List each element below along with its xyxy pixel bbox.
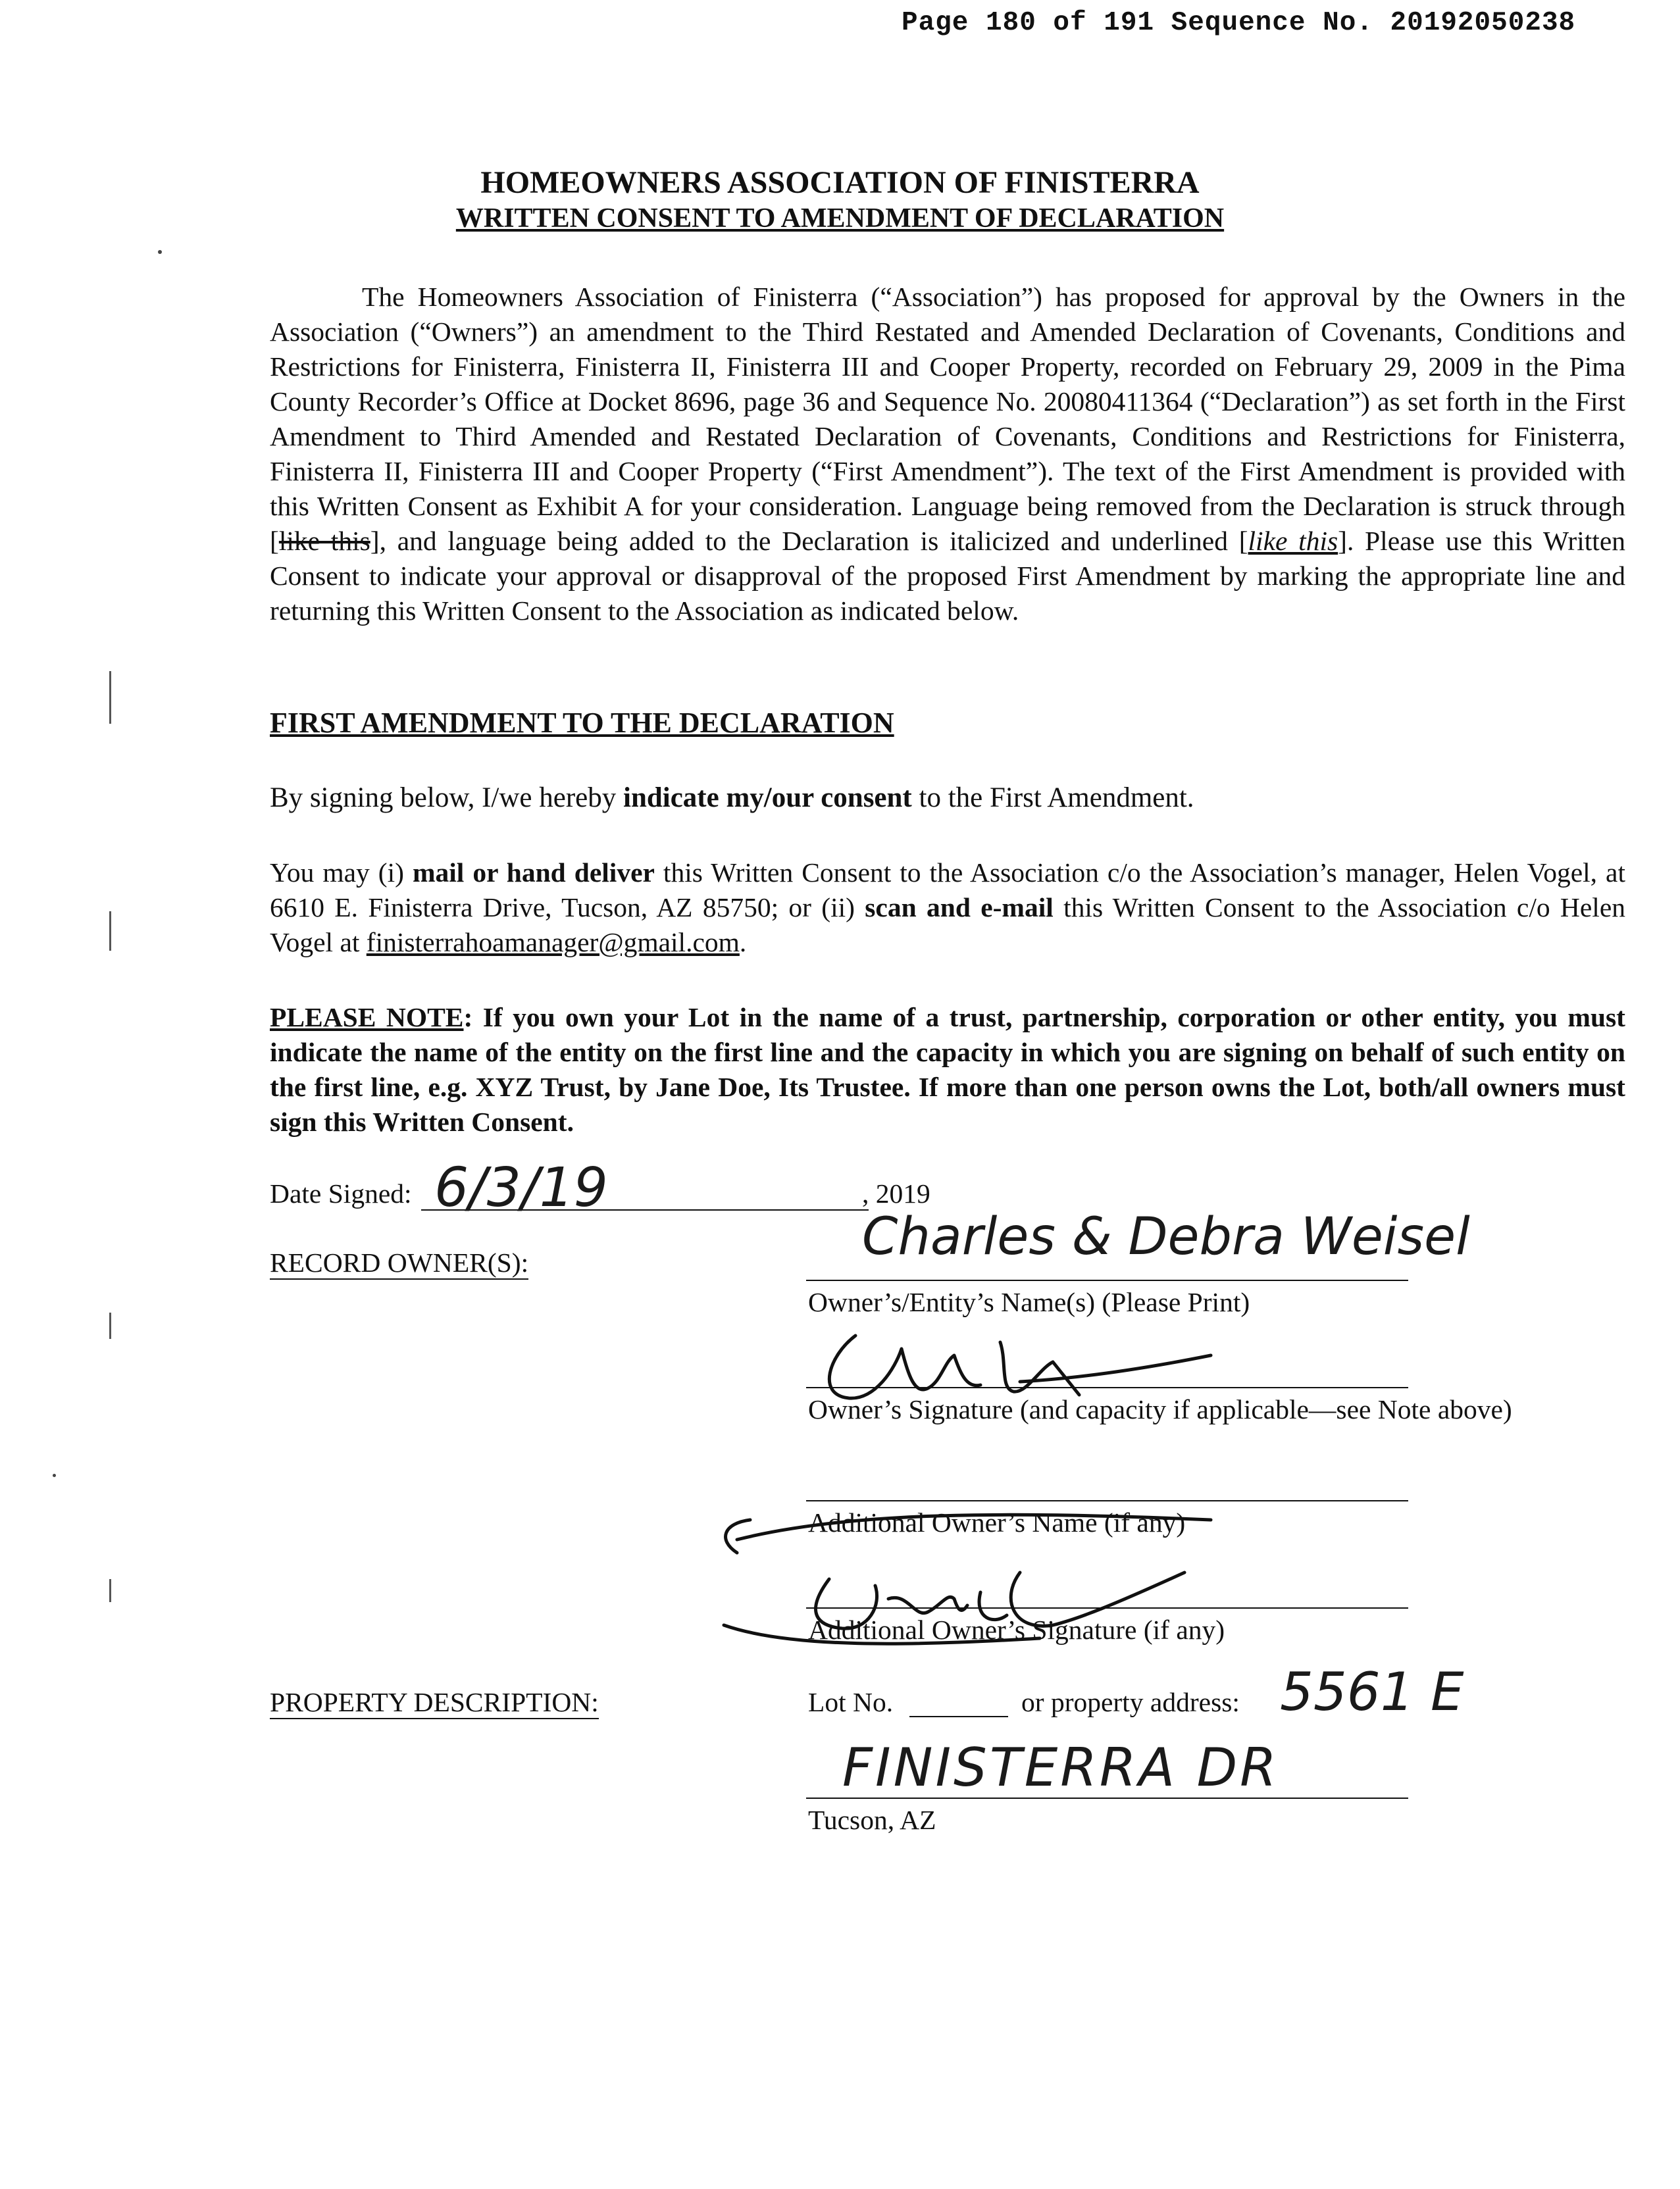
- document-subtitle: WRITTEN CONSENT TO AMENDMENT OF DECLARATION: [455, 203, 1225, 234]
- consent-prefix: By signing below, I/we hereby: [270, 782, 623, 813]
- property-address-label: or property address:: [1021, 1687, 1240, 1717]
- section-heading: FIRST AMENDMENT TO THE DECLARATION: [270, 707, 894, 739]
- delivery-text-2: this Written Consent to the Association c/o the Association’s manager, Helen Vogel, at 6610 E. Finisterra Drive, Tucson, AZ 85750; or (ii): [270, 857, 1625, 922]
- delivery-text-4: .: [739, 927, 747, 957]
- additional-owner-name-label: Additional Owner’s Name (if any): [808, 1507, 1186, 1538]
- property-description-label: PROPERTY DESCRIPTION:: [270, 1686, 599, 1719]
- please-note-paragraph: [270, 1000, 1625, 1140]
- delivery-bold-1: mail or hand deliver: [412, 857, 655, 888]
- lot-number-label: Lot No.: [808, 1687, 894, 1717]
- consent-bold: indicate my/our consent: [623, 782, 912, 813]
- please-note-text: : If you own your Lot in the name of a trust, partnership, corporation or other entity, you must indicate the name of the entity on the first line and the capacity in which you are signing on behalf of such entity on the first line, e.g. XYZ Trust, by Jane Doe, Its Trustee. If more than one person owns the Lot, both/all owners must sign this Written Consent.: [270, 1002, 1625, 1137]
- scan-mark: [109, 911, 111, 951]
- additional-owner-signature-line[interactable]: [806, 1607, 1408, 1609]
- consent-suffix: to the First Amendment.: [911, 782, 1194, 813]
- strike-example: like this: [278, 526, 370, 556]
- manager-email-link[interactable]: finisterrahoamanager@gmail.com: [366, 927, 740, 957]
- page-sequence-stamp: Page 180 of 191 Sequence No. 20192050238: [902, 8, 1576, 38]
- property-address-value-1: 5561 E: [1280, 1661, 1464, 1723]
- lot-number-field[interactable]: [909, 1716, 1008, 1717]
- scan-mark: [109, 671, 111, 724]
- year-label: , 2019: [862, 1178, 930, 1209]
- scan-mark: [109, 1313, 111, 1339]
- add-example: like this: [1248, 526, 1338, 556]
- scan-mark: [109, 1579, 111, 1602]
- delivery-text-1: You may (i): [270, 857, 413, 888]
- owner-name-handwritten: Charles & Debra Weisel: [862, 1207, 1470, 1267]
- city-state-label: Tucson, AZ: [808, 1805, 936, 1835]
- date-signed-label: Date Signed:: [270, 1178, 412, 1209]
- owner-name-line[interactable]: [806, 1280, 1408, 1281]
- delivery-instructions: [270, 855, 1625, 960]
- delivery-bold-2: scan and e-mail: [865, 892, 1054, 922]
- document-title: HOMEOWNERS ASSOCIATION OF FINISTERRA: [480, 165, 1200, 200]
- intro-text-3: ]. Please use this Written Consent to indicate your approval or disapproval of the proposed First Amendment by marking the appropriate line and returning this Written Consent to the Association as indicated below.: [270, 526, 1625, 626]
- owner-signature-label: Owner’s Signature (and capacity if applicable—see Note above): [808, 1394, 1512, 1424]
- owner-signature-line[interactable]: [806, 1387, 1408, 1388]
- property-address-value-2: FINISTERRA DR: [842, 1737, 1279, 1798]
- property-address-line[interactable]: [806, 1798, 1408, 1799]
- scan-speck: [53, 1474, 56, 1477]
- date-signed-value: 6/3/19: [434, 1157, 608, 1219]
- intro-text-1: The Homeowners Association of Finisterra (“Association”) has proposed for approval by the Owners in the Association (“Owners”) an amendment to the Third Restated and Amended Declaration of Covenants, Conditions and Restrictions for Finisterra, Finisterra II, Finisterra III and Cooper Property, recorded on February 29, 2009 in the Pima County Recorder’s Office at Docket 8696, page 36 and Sequence No. 20080411364 (“Declaration”) as set forth in the First Amendment to Third Amended and Restated Declaration of Covenants, Conditions and Restrictions for Finisterra, Finisterra II, Finisterra III and Cooper Property (“First Amendment”). The text of the First Amendment is provided with this Written Consent as Exhibit A for your consideration. Language being removed from the Declaration is struck through [: [270, 282, 1625, 556]
- record-owner-label: RECORD OWNER(S):: [270, 1247, 528, 1280]
- intro-text-2: ], and language being added to the Declaration is italicized and underlined [: [370, 526, 1248, 556]
- additional-owner-signature-label: Additional Owner’s Signature (if any): [808, 1615, 1225, 1645]
- consent-statement: [270, 782, 1194, 814]
- delivery-text-3: this Written Consent to the Association c/o Helen Vogel at: [270, 892, 1625, 957]
- intro-paragraph: [270, 280, 1625, 628]
- scan-speck: [158, 250, 162, 254]
- please-note-lead: PLEASE NOTE: [270, 1002, 464, 1032]
- owner-name-label: Owner’s/Entity’s Name(s) (Please Print): [808, 1287, 1250, 1317]
